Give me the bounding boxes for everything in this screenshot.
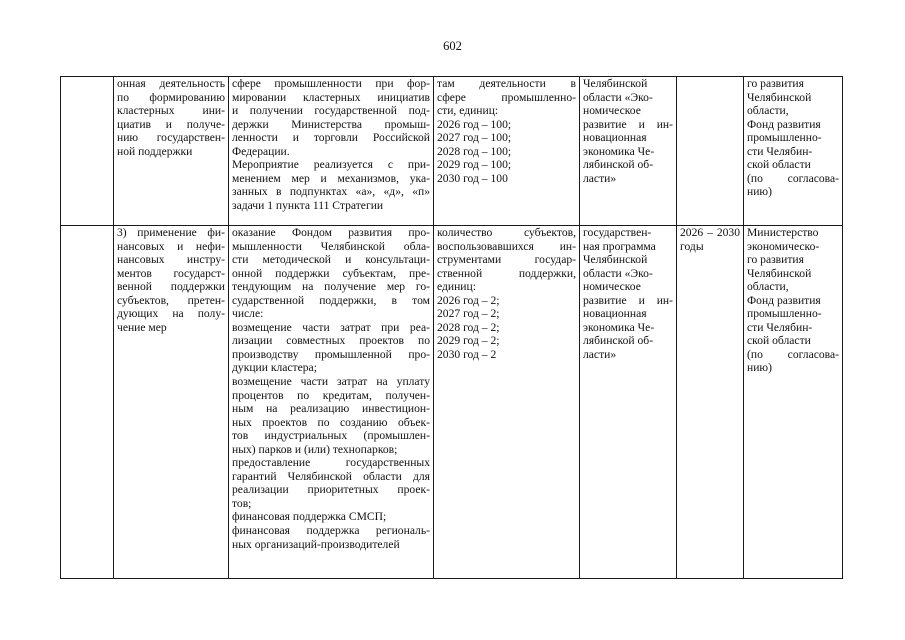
number-cell bbox=[61, 77, 114, 226]
cell-text-line: Мероприятие реализуется с при- bbox=[232, 158, 430, 172]
cell-text-line: Фонд развития bbox=[747, 117, 821, 131]
cell-text-line: ная программа bbox=[583, 239, 656, 253]
cell-text-line: возмещение части затрат при реа- bbox=[232, 320, 430, 334]
cell-text-line: 2030 год – 2 bbox=[437, 347, 497, 361]
cell-text-line: числе: bbox=[232, 307, 264, 321]
cell-text-line: го развития bbox=[747, 77, 804, 90]
cell-text-line: 2028 год – 100; bbox=[437, 144, 512, 158]
cell-text-line: промышленно- bbox=[747, 131, 822, 145]
measures-table bbox=[60, 76, 843, 579]
cell-text-line: 3) применение фи- bbox=[117, 226, 225, 239]
cell-text-line: Министерство bbox=[747, 226, 819, 239]
cell-text-line: лизации совместных проектов по bbox=[232, 334, 430, 348]
cell-text-line: менением мер и механизмов, ука- bbox=[232, 171, 430, 185]
cell-text-line: ным на реализацию инвестицион- bbox=[232, 402, 430, 416]
cell-text-line: 2026 год – 100; bbox=[437, 117, 512, 131]
cell-text-line: ской области bbox=[747, 158, 811, 172]
cell-text-line: процентов по кредитам, получен- bbox=[232, 388, 430, 402]
cell-text-line: нансовых и нефи- bbox=[117, 239, 225, 253]
cell-text-line: венной поддержки bbox=[117, 280, 225, 294]
cell-text-line: производству промышленной про- bbox=[232, 347, 430, 361]
cell-text-line: дующих на полу- bbox=[117, 307, 225, 321]
cell-text-line: тендующим на получение мер го- bbox=[232, 280, 430, 294]
cell-text-line: субъектов, претен- bbox=[117, 293, 225, 307]
measures-cell bbox=[229, 77, 434, 226]
cell-text-line: тов индустриальных (промышлен- bbox=[232, 429, 430, 443]
cell-text-line: новационная bbox=[583, 307, 647, 321]
cell-text-line: ных проектов по созданию объек- bbox=[232, 415, 430, 429]
cell-text-line: ных) парков и (или) технопарков; bbox=[232, 442, 398, 456]
cell-text-line: сти Челябин- bbox=[747, 144, 813, 158]
cell-text-line: тов; bbox=[232, 496, 252, 510]
table-row bbox=[61, 226, 843, 579]
cell-text-line: 2029 год – 100; bbox=[437, 158, 512, 172]
cell-text-line: оказание Фондом развития про- bbox=[232, 226, 430, 239]
cell-text-line: мышленности Челябинской обла- bbox=[232, 239, 430, 253]
cell-text-line: области «Эко- bbox=[583, 266, 653, 280]
cell-text-line: экономика Че- bbox=[583, 144, 655, 158]
cell-text-line: реализации приоритетных проек- bbox=[232, 483, 430, 497]
cell-text-line: промышленно- bbox=[747, 307, 822, 321]
cell-text-line: ласти» bbox=[583, 171, 617, 185]
cell-text-line: кластерных ини- bbox=[117, 104, 225, 118]
cell-text-line: держки Министерства промыш- bbox=[232, 117, 430, 131]
cell-text-line: циатив и получе- bbox=[117, 117, 225, 131]
cell-text-line: нию) bbox=[747, 185, 772, 199]
task-cell bbox=[114, 226, 229, 579]
cell-text-line: Челябинской bbox=[747, 90, 812, 104]
cell-text-line: нию государствен- bbox=[117, 131, 225, 145]
measures-cell bbox=[229, 226, 434, 579]
cell-text-line: развитие и ин- bbox=[583, 117, 673, 131]
cell-text-line: 2028 год – 2; bbox=[437, 320, 500, 334]
cell-text-line: 2030 год – 100 bbox=[437, 171, 508, 185]
period-text: 2026 – 2030 годы bbox=[680, 226, 740, 253]
program-cell bbox=[580, 77, 677, 226]
cell-text-line: Челябинской bbox=[583, 77, 648, 90]
cell-text-line: экономическо- bbox=[747, 239, 820, 253]
period-cell bbox=[677, 77, 744, 226]
cell-text-line: номическое bbox=[583, 280, 641, 294]
cell-text-line: ных организаций-производителей bbox=[232, 537, 400, 551]
cell-text-line: финансовая поддержка СМСП; bbox=[232, 510, 387, 524]
executor-cell bbox=[744, 226, 843, 579]
indicator-cell bbox=[434, 77, 580, 226]
cell-text-line: 2026 год – 2; bbox=[437, 293, 500, 307]
cell-text-line: области «Эко- bbox=[583, 90, 653, 104]
cell-text-line: единиц: bbox=[437, 280, 476, 294]
cell-text-line: области, bbox=[747, 104, 789, 118]
indicator-cell bbox=[434, 226, 580, 579]
cell-text-line: там деятельности в bbox=[437, 77, 576, 90]
cell-text-line: 2027 год – 100; bbox=[437, 131, 512, 145]
executor-cell bbox=[744, 77, 843, 226]
cell-text-line: чение мер bbox=[117, 320, 167, 334]
cell-text-line: Фонд развития bbox=[747, 293, 821, 307]
cell-text-line: Челябинской bbox=[583, 253, 648, 267]
cell-text-line: 2027 год – 2; bbox=[437, 307, 500, 321]
cell-text-line: ласти» bbox=[583, 347, 617, 361]
cell-text-line: го развития bbox=[747, 253, 804, 267]
cell-text-line: экономика Че- bbox=[583, 320, 655, 334]
cell-text-line: сти методической и консультаци- bbox=[232, 253, 430, 267]
cell-text-line: мировании кластерных инициатив bbox=[232, 90, 430, 104]
number-cell bbox=[61, 226, 114, 579]
cell-text-line: нию) bbox=[747, 361, 772, 375]
cell-text-line: (по согласова- bbox=[747, 347, 839, 361]
cell-text-line: ной поддержки bbox=[117, 144, 193, 158]
cell-text-line: нансовых инстру- bbox=[117, 253, 225, 267]
period-cell bbox=[677, 226, 744, 579]
table-row bbox=[61, 77, 843, 226]
cell-text-line: государствен- bbox=[583, 226, 652, 239]
cell-text-line: предоставление государственных bbox=[232, 456, 430, 470]
cell-text-line: сфере промышленности при фор- bbox=[232, 77, 430, 90]
cell-text-line: лябинской об- bbox=[583, 158, 654, 172]
cell-text-line: задачи 1 пункта 111 Стратегии bbox=[232, 198, 384, 212]
cell-text-line: дукции кластера; bbox=[232, 361, 317, 375]
cell-text-line: лябинской об- bbox=[583, 334, 654, 348]
cell-text-line: ской области bbox=[747, 334, 811, 348]
cell-text-line: ственной поддержки, bbox=[437, 266, 576, 280]
cell-text-line: 2029 год – 2; bbox=[437, 334, 500, 348]
cell-text-line: ментов государст- bbox=[117, 266, 225, 280]
cell-text-line: воспользовавшихся ин- bbox=[437, 239, 576, 253]
cell-text-line: сти, единиц: bbox=[437, 104, 499, 118]
cell-text-line: Челябинской bbox=[747, 266, 812, 280]
cell-text-line: онной поддержки субъектам, пре- bbox=[232, 266, 430, 280]
cell-text-line: струментами государ- bbox=[437, 253, 576, 267]
cell-text-line: финансовая поддержка региональ- bbox=[232, 524, 430, 538]
cell-text-line: области, bbox=[747, 280, 789, 294]
cell-text-line: (по согласова- bbox=[747, 171, 839, 185]
cell-text-line: развитие и ин- bbox=[583, 293, 673, 307]
cell-text-line: и получении государственной под- bbox=[232, 104, 430, 118]
cell-text-line: новационная bbox=[583, 131, 647, 145]
program-cell bbox=[580, 226, 677, 579]
page-number: 602 bbox=[443, 39, 462, 53]
cell-text-line: онная деятельность bbox=[117, 77, 225, 90]
cell-text-line: номическое bbox=[583, 104, 641, 118]
cell-text-line: сти Челябин- bbox=[747, 320, 813, 334]
cell-text-line: количество субъектов, bbox=[437, 226, 576, 239]
cell-text-line: по формированию bbox=[117, 90, 225, 104]
cell-text-line: Федерации. bbox=[232, 144, 290, 158]
cell-text-line: возмещение части затрат на уплату bbox=[232, 375, 430, 389]
cell-text-line: сфере промышленно- bbox=[437, 90, 576, 104]
task-cell bbox=[114, 77, 229, 226]
cell-text-line: ленности и торговли Российской bbox=[232, 131, 430, 145]
cell-text-line: сударственной поддержки, в том bbox=[232, 293, 430, 307]
cell-text-line: занных в подпунктах «а», «д», «п» bbox=[232, 185, 430, 199]
cell-text-line: гарантий Челябинской области для bbox=[232, 469, 430, 483]
